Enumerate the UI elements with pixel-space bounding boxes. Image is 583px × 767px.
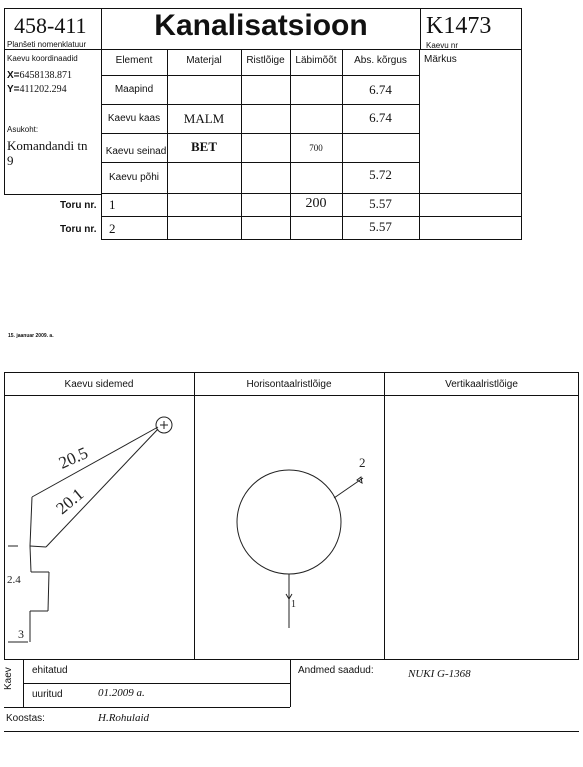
col-header-cross-section: Ristlõige bbox=[246, 55, 285, 66]
horizontal-sketch bbox=[195, 396, 384, 660]
col-header-abs-height: Abs. kõrgus bbox=[354, 55, 407, 66]
x-label: X= bbox=[7, 70, 20, 81]
y-label: Y= bbox=[7, 84, 20, 95]
row-element: Maapind bbox=[114, 84, 154, 95]
surveyed-value: 01.2009 a. bbox=[98, 687, 145, 699]
data-from-label: Andmed saadud: bbox=[298, 665, 374, 676]
row-material: MALM bbox=[183, 111, 225, 126]
section-divider bbox=[384, 372, 385, 660]
dim-label: 20.1 bbox=[52, 484, 88, 519]
col-header-diameter: Läbimõõt bbox=[295, 55, 337, 66]
row-line bbox=[101, 193, 522, 194]
well-caption: Kaevu nr bbox=[426, 41, 459, 50]
location-caption: Asukoht: bbox=[7, 125, 39, 134]
author-value: H.Rohulaid bbox=[98, 712, 150, 724]
row-abs-height: 6.74 bbox=[369, 110, 392, 125]
sheet-number: 458-411 bbox=[14, 13, 87, 38]
row-line bbox=[101, 75, 420, 76]
section-ties-title: Kaevu sidemed bbox=[64, 379, 134, 390]
col-header-element: Element bbox=[115, 55, 153, 66]
data-from-value: NUKI G-1368 bbox=[408, 668, 471, 680]
sheet-caption: Planšeti nomenklatuur bbox=[7, 40, 87, 49]
row-element: Kaevu kaas bbox=[107, 113, 161, 124]
date-text: 15. jaanuar 2009. a. bbox=[8, 333, 54, 339]
row-element: Kaevu põhi bbox=[108, 172, 160, 183]
col-line bbox=[419, 49, 420, 240]
coordinate-y bbox=[7, 84, 67, 95]
pipe-number: 2 bbox=[109, 221, 116, 236]
remarks-label: Märkus bbox=[424, 54, 457, 65]
author-label: Koostas: bbox=[6, 713, 45, 724]
pipe-diameter: 200 bbox=[305, 196, 327, 211]
surveyed-label: uuritud bbox=[32, 689, 63, 700]
ties-sketch bbox=[4, 396, 194, 660]
y-value: 411202.294 bbox=[19, 84, 67, 95]
location-line2: 9 bbox=[7, 153, 14, 168]
page-title: Kanalisatsioon bbox=[154, 9, 368, 42]
x-value: 6458138.871 bbox=[19, 70, 73, 81]
pipe-abs-height: 5.57 bbox=[369, 219, 392, 234]
pipe-mark: 2 bbox=[359, 455, 366, 470]
row-abs-height: 5.72 bbox=[369, 167, 392, 182]
section-horizontal-title: Horisontaalristlõige bbox=[246, 379, 332, 390]
well-circle bbox=[237, 470, 341, 574]
section-vertical-title: Vertikaalristlõige bbox=[445, 379, 518, 390]
row-element: Kaevu seinad bbox=[105, 146, 167, 157]
row-material: BET bbox=[190, 139, 217, 154]
footer-line bbox=[4, 731, 579, 732]
built-label: ehitatud bbox=[32, 665, 68, 676]
footer-divider bbox=[290, 660, 291, 707]
row-line bbox=[101, 104, 420, 105]
col-line bbox=[241, 49, 242, 240]
pipe-label: Toru nr. bbox=[60, 200, 97, 211]
pipe-number: 1 bbox=[109, 197, 116, 212]
footer-line bbox=[23, 683, 290, 684]
dim-label: 20.5 bbox=[55, 443, 91, 473]
footer-line bbox=[4, 707, 290, 708]
location-line1: Komandandi tn bbox=[7, 138, 88, 153]
dim-label: 2.4 bbox=[7, 574, 21, 586]
coordinate-x bbox=[7, 70, 72, 81]
row-line bbox=[101, 162, 420, 163]
well-number: K1473 bbox=[426, 13, 492, 39]
pipe-mark: 1 bbox=[291, 599, 296, 610]
row-line bbox=[101, 216, 522, 217]
side-label: Kaev bbox=[3, 667, 14, 690]
coordinates-caption: Kaevu koordinaadid bbox=[7, 54, 78, 63]
pipe-abs-height: 5.57 bbox=[369, 196, 392, 211]
row-diameter: 700 bbox=[309, 143, 323, 153]
row-line bbox=[101, 133, 420, 134]
dim-label: 3 bbox=[18, 627, 24, 641]
pipe-label: Toru nr. bbox=[60, 224, 97, 235]
col-header-material: Materjal bbox=[186, 55, 222, 66]
row-abs-height: 6.74 bbox=[369, 82, 392, 97]
